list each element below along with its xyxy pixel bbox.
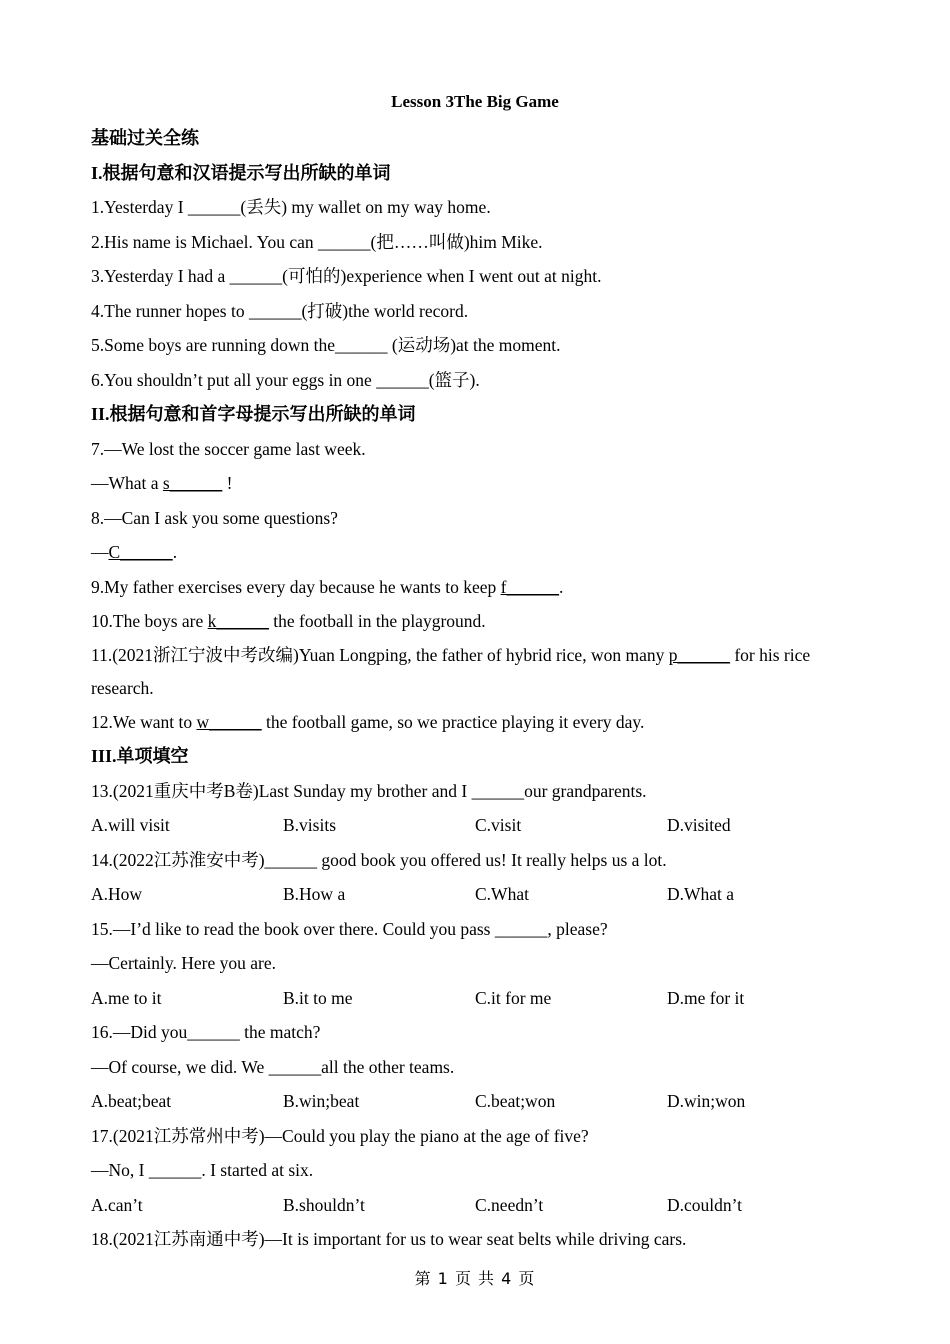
question-8: 8.—Can I ask you some questions? — [91, 507, 338, 528]
question-16-options — [91, 1084, 866, 1119]
question-7-answer: —What a s______ ! — [91, 473, 233, 493]
option-d: D.me for it — [667, 987, 745, 1008]
question-4: 4.The runner hopes to ______(打破)the world record. — [91, 300, 469, 321]
question-9: 9.My father exercises every day because he wants to keep f______. — [91, 576, 564, 597]
option-b: B.visits — [283, 815, 337, 835]
worksheet-content — [91, 121, 866, 1257]
option-b: B.How a — [283, 884, 346, 904]
section1-heading: I.根据句意和汉语提示写出所缺的单词 — [91, 162, 391, 183]
blank-f: f______ — [500, 576, 559, 597]
question-5: 5.Some boys are running down the______ (运动场)at the moment. — [91, 335, 561, 355]
blank-k: k______ — [207, 611, 269, 631]
option-a: A.will visit — [91, 815, 170, 835]
question-3: 3.Yesterday I had a ______(可怕的)experience when I went out at night. — [91, 266, 602, 286]
question-15: 15.—I’d like to read the book over there. Could you pass ______, please? — [91, 918, 608, 939]
question-7: 7.—We lost the soccer game last week. — [91, 438, 366, 459]
question-13: 13.(2021重庆中考B卷)Last Sunday my brother and I ______our grandparents. — [91, 780, 647, 801]
question-17-reply: —No, I ______. I started at six. — [91, 1160, 314, 1180]
blank-w: w______ — [196, 711, 262, 732]
option-a: A.How — [91, 884, 143, 904]
question-14: 14.(2022江苏淮安中考)______ good book you offered us! It really helps us a lot. — [91, 849, 667, 870]
option-c: C.it for me — [475, 987, 552, 1008]
option-d: D.What a — [667, 884, 735, 904]
option-a: A.beat;beat — [91, 1091, 172, 1111]
question-16: 16.—Did you______ the match? — [91, 1022, 321, 1042]
question-2: 2.His name is Michael. You can ______(把……叫做)him Mike. — [91, 231, 543, 252]
blank-p: p______ — [668, 644, 730, 665]
option-d: D.couldn’t — [667, 1194, 743, 1215]
option-b: B.it to me — [283, 987, 353, 1008]
section2-heading: II.根据句意和首字母提示写出所缺的单词 — [91, 404, 416, 424]
option-c: C.What — [475, 884, 529, 904]
page-footer: 第 1 页 共 4 页 — [414, 1269, 536, 1288]
option-c: C.needn’t — [475, 1194, 544, 1215]
question-15-options — [91, 981, 866, 1016]
option-d: D.win;won — [667, 1091, 746, 1111]
question-11: 11.(2021浙江宁波中考改编)Yuan Longping, the father of hybrid rice, won many p______ for his rice research. — [91, 644, 811, 698]
section3-heading: III.单项填空 — [91, 746, 189, 766]
question-6: 6.You shouldn’t put all your eggs in one ______(篮子). — [91, 369, 480, 390]
question-10: 10.The boys are k______ the football in the playground. — [91, 611, 486, 631]
question-15-reply: —Certainly. Here you are. — [91, 953, 276, 973]
option-c: C.beat;won — [475, 1091, 556, 1111]
option-b: B.win;beat — [283, 1091, 360, 1111]
question-13-options — [91, 808, 866, 843]
option-a: A.me to it — [91, 987, 162, 1008]
option-c: C.visit — [475, 815, 522, 835]
section-main-heading: 基础过关全练 — [91, 128, 199, 148]
question-17-options — [91, 1188, 866, 1223]
question-1: 1.Yesterday I ______(丢失) my wallet on my way home. — [91, 197, 491, 217]
option-a: A.can’t — [91, 1194, 143, 1215]
question-8-answer: —C______. — [91, 542, 178, 562]
question-16-reply: —Of course, we did. We ______all the other teams. — [91, 1056, 455, 1077]
question-17: 17.(2021江苏常州中考)—Could you play the piano at the age of five? — [91, 1125, 589, 1146]
option-b: B.shouldn’t — [283, 1194, 365, 1215]
lesson-title: Lesson 3The Big Game — [391, 92, 559, 111]
question-14-options — [91, 877, 866, 912]
blank-c: C______ — [108, 542, 173, 562]
question-18: 18.(2021江苏南通中考)—It is important for us to wear seat belts while driving cars. — [91, 1229, 687, 1249]
option-d: D.visited — [667, 815, 731, 835]
blank-s: s______ — [162, 473, 223, 493]
question-12: 12.We want to w______ the football game, so we practice playing it every day. — [91, 711, 645, 732]
